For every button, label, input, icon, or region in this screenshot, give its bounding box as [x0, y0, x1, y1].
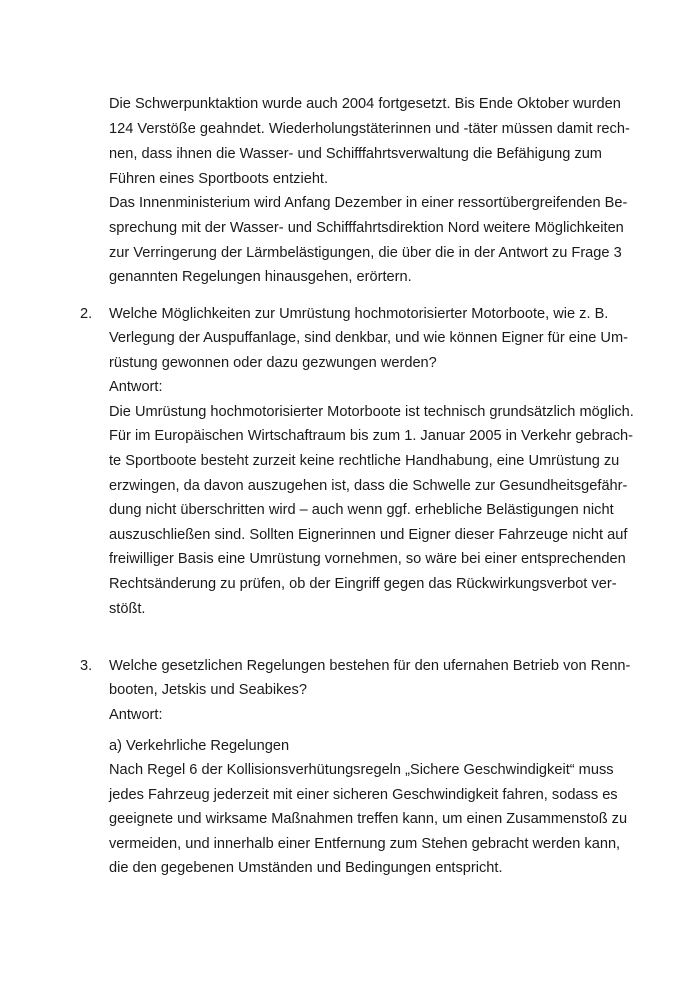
question-line: Welche Möglichkeiten zur Umrüstung hochmotorisierter Motorboote, wie z. B. [109, 306, 609, 322]
answer-line: te Sportboote besteht zurzeit keine rechtliche Handhabung, eine Umrüstung zu [109, 453, 620, 469]
intro-line: zur Verringerung der Lärmbelästigungen, die über die in der Antwort zu Frage 3 [109, 245, 622, 261]
question-line: Welche gesetzlichen Regelungen bestehen für den ufernahen Betrieb von Renn- [109, 658, 631, 674]
intro-line: 124 Verstöße geahndet. Wiederholungstäterinnen und -täter müssen damit rech- [109, 121, 630, 137]
answer-label: Antwort: [109, 379, 163, 395]
body-line: Nach Regel 6 der Kollisionsverhütungsregeln „Sichere Geschwindigkeit“ muss [109, 762, 614, 778]
intro-line: Das Innenministerium wird Anfang Dezember in einer ressortübergreifenden Be- [109, 195, 628, 211]
question-number: 3. [80, 658, 93, 674]
answer-line: auszuschließen sind. Sollten Eignerinnen und Eigner dieser Fahrzeuge nicht auf [109, 527, 628, 543]
answer-line: erzwingen, da davon auszugehen ist, dass die Schwelle zur Gesundheitsgefähr- [109, 478, 628, 494]
answer-line: freiwilliger Basis eine Umrüstung vornehmen, so wäre bei einer entsprechenden [109, 551, 626, 567]
body-line: vermeiden, und innerhalb einer Entfernung zum Stehen gebracht werden kann, [109, 836, 621, 852]
question-number: 2. [80, 306, 93, 322]
body-line: jedes Fahrzeug jederzeit mit einer sicheren Geschwindigkeit fahren, sodass es [109, 787, 618, 803]
body-line: die den gegebenen Umständen und Bedingungen entspricht. [109, 860, 503, 876]
intro-line: genannten Regelungen hinausgehen, erörtern. [109, 269, 412, 285]
intro-line: nen, dass ihnen die Wasser- und Schifffahrtsverwaltung die Befähigung zum [109, 146, 602, 162]
answer-line: stößt. [109, 601, 146, 617]
answer-line: Rechtsänderung zu prüfen, ob der Eingriff gegen das Rückwirkungsverbot ver- [109, 576, 617, 592]
intro-line: sprechung mit der Wasser- und Schifffahrtsdirektion Nord weitere Möglichkeiten [109, 220, 624, 236]
question-line: booten, Jetskis und Seabikes? [109, 682, 307, 698]
answer-label: Antwort: [109, 707, 163, 723]
answer-line: Für im Europäischen Wirtschaftraum bis zum 1. Januar 2005 in Verkehr gebrach- [109, 428, 633, 444]
answer-line: Die Umrüstung hochmotorisierter Motorboote ist technisch grundsätzlich möglich. [109, 404, 634, 420]
question-line: Verlegung der Auspuffanlage, sind denkbar, und wie können Eigner für eine Um- [109, 330, 628, 346]
question-line: rüstung gewonnen oder dazu gezwungen werden? [109, 355, 437, 371]
intro-line: Führen eines Sportboots entzieht. [109, 171, 329, 187]
intro-line: Die Schwerpunktaktion wurde auch 2004 fortgesetzt. Bis Ende Oktober wurden [109, 96, 621, 112]
subheading: a) Verkehrliche Regelungen [109, 738, 290, 754]
answer-line: dung nicht überschritten wird – auch wenn ggf. erhebliche Belästigungen nicht [109, 502, 614, 518]
body-line: geeignete und wirksame Maßnahmen treffen kann, um einen Zusammenstoß zu [109, 811, 628, 827]
